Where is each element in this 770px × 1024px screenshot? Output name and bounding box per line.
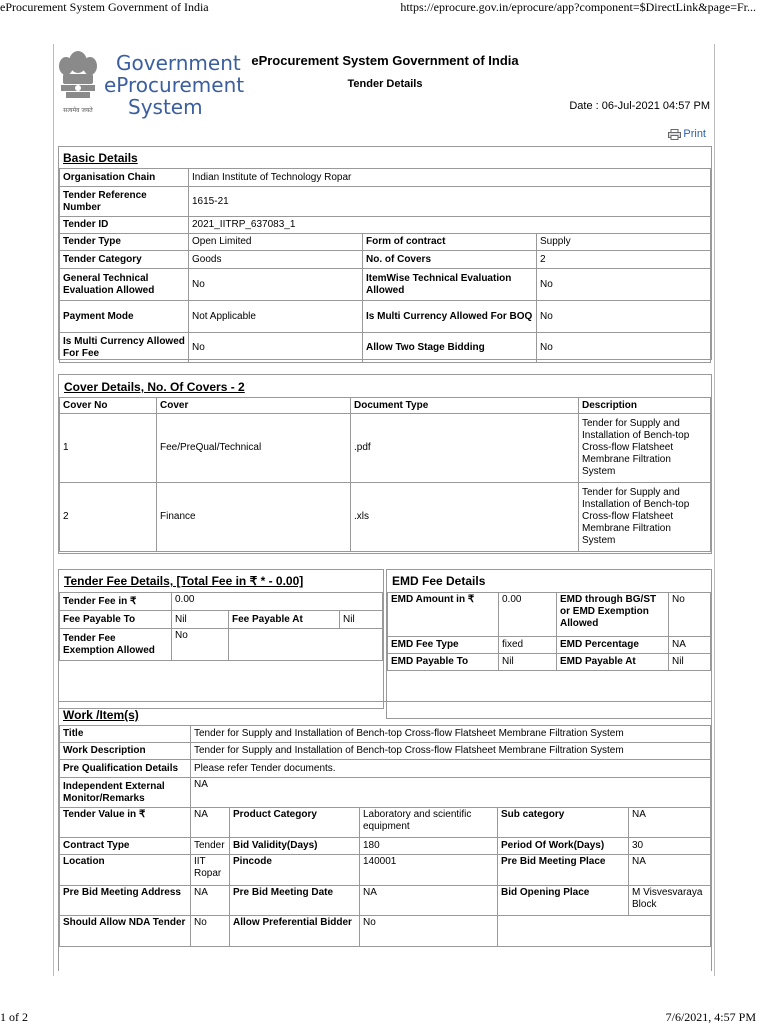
multi-currency-fee-value: No bbox=[189, 333, 363, 363]
column-header: Description bbox=[579, 398, 711, 414]
system-title: eProcurement System Government of India bbox=[251, 53, 519, 68]
cover-details-table bbox=[59, 397, 711, 552]
no-of-covers-value: 2 bbox=[537, 251, 711, 269]
payment-mode-value: Not Applicable bbox=[189, 301, 363, 333]
tender-type-value: Open Limited bbox=[189, 234, 363, 251]
table-row: Tender Fee Exemption Allowed No bbox=[60, 629, 383, 661]
browser-header-url: https://eprocure.gov.in/eprocure/app?component=$DirectLink&page=Fr... bbox=[400, 0, 756, 14]
print-link[interactable] bbox=[668, 128, 706, 140]
table-row: Tender Value in ₹ NA Product Category Laboratory and scientific equipment Sub category NA bbox=[60, 808, 711, 838]
table-row: Is Multi Currency Allowed For Fee No Allow Two Stage Bidding No bbox=[60, 333, 711, 363]
page-title: Tender Details bbox=[347, 78, 423, 90]
nda-value: No bbox=[191, 916, 230, 947]
column-header: Cover No bbox=[60, 398, 157, 414]
sub-category-value: NA bbox=[629, 808, 711, 838]
table-row: EMD Amount in ₹ 0.00 EMD through BG/ST or EMD Exemption Allowed No bbox=[388, 593, 711, 637]
form-of-contract-value: Supply bbox=[537, 234, 711, 251]
fee-payable-at-value: Nil bbox=[340, 611, 383, 629]
table-row: Location IIT Ropar Pincode 140001 Pre Bid Meeting Place NA bbox=[60, 855, 711, 886]
tender-fee-table bbox=[59, 592, 383, 661]
gte-value: No bbox=[189, 269, 363, 301]
table-row: Title Tender for Supply and Installation of Bench-top Cross-flow Flatsheet Membrane Filtration System bbox=[60, 726, 711, 743]
emd-fee-table bbox=[387, 592, 711, 671]
table-row: Tender Fee in ₹ 0.00 bbox=[60, 593, 383, 611]
prequalification-value: Please refer Tender documents. bbox=[191, 760, 711, 778]
table-row: Work Description Tender for Supply and Installation of Bench-top Cross-flow Flatsheet Membrane Filtration System bbox=[60, 743, 711, 760]
logo-line-1: Government bbox=[116, 51, 241, 75]
tender-id-value: 2021_IITRP_637083_1 bbox=[189, 217, 711, 234]
bid-validity-value: 180 bbox=[360, 838, 498, 855]
table-row: 2 Finance .xls Tender for Supply and Installation of Bench-top Cross-flow Flatsheet Membrane Filtration System bbox=[60, 483, 711, 552]
fee-payable-to-value: Nil bbox=[172, 611, 229, 629]
location-value: IIT Ropar bbox=[191, 855, 230, 886]
browser-footer-page: 1 of 2 bbox=[0, 1010, 28, 1024]
basic-details-table bbox=[59, 168, 711, 363]
column-header: Document Type bbox=[351, 398, 579, 414]
emd-payable-at-value: Nil bbox=[669, 654, 711, 671]
period-of-work-value: 30 bbox=[629, 838, 711, 855]
table-row: Tender Category Goods No. of Covers 2 bbox=[60, 251, 711, 269]
table-row: Contract Type Tender Bid Validity(Days) 180 Period Of Work(Days) 30 bbox=[60, 838, 711, 855]
emd-amount-value: 0.00 bbox=[499, 593, 557, 637]
table-row: Pre Qualification Details Please refer Tender documents. bbox=[60, 760, 711, 778]
table-row: Payment Mode Not Applicable Is Multi Currency Allowed For BOQ No bbox=[60, 301, 711, 333]
monitor-value: NA bbox=[191, 778, 711, 808]
emd-percentage-value: NA bbox=[669, 637, 711, 654]
prebid-date-value: NA bbox=[360, 886, 498, 916]
logo-line-2: eProcurement bbox=[104, 73, 245, 97]
table-row: Tender Reference Number 1615-21 bbox=[60, 187, 711, 217]
tender-fee-value: 0.00 bbox=[172, 593, 383, 611]
emblem-motto: सत्यमेव जयते bbox=[63, 107, 93, 114]
tender-fee-title: Tender Fee Details, [Total Fee in ₹ * - 0.00] bbox=[64, 574, 304, 588]
printer-icon bbox=[668, 129, 681, 140]
browser-footer-timestamp: 7/6/2021, 4:57 PM bbox=[665, 1010, 756, 1024]
table-row: Fee Payable To Nil Fee Payable At Nil bbox=[60, 611, 383, 629]
logo-line-3: System bbox=[128, 95, 203, 119]
table-row: Tender ID 2021_IITRP_637083_1 bbox=[60, 217, 711, 234]
table-row: Should Allow NDA Tender No Allow Preferential Bidder No bbox=[60, 916, 711, 947]
multi-currency-boq-value: No bbox=[537, 301, 711, 333]
contract-type-value: Tender bbox=[191, 838, 230, 855]
emd-payable-to-value: Nil bbox=[499, 654, 557, 671]
pincode-value: 140001 bbox=[360, 855, 498, 886]
tender-value-value: NA bbox=[191, 808, 230, 838]
work-items-table bbox=[59, 725, 711, 947]
itemwise-value: No bbox=[537, 269, 711, 301]
basic-details-title: Basic Details bbox=[63, 151, 138, 165]
prebid-address-value: NA bbox=[191, 886, 230, 916]
two-stage-value: No bbox=[537, 333, 711, 363]
tender-category-value: Goods bbox=[189, 251, 363, 269]
fee-exemption-value: No bbox=[172, 629, 229, 661]
org-chain-value: Indian Institute of Technology Ropar bbox=[189, 169, 711, 187]
work-items-title: Work /Item(s) bbox=[63, 708, 139, 722]
report-date: Date : 06-Jul-2021 04:57 PM bbox=[569, 100, 710, 112]
print-label[interactable]: Print bbox=[683, 128, 706, 140]
prebid-place-value: NA bbox=[629, 855, 711, 886]
document-page bbox=[53, 44, 715, 976]
table-row: General Technical Evaluation Allowed No ItemWise Technical Evaluation Allowed No bbox=[60, 269, 711, 301]
table-row: Tender Type Open Limited Form of contract Supply bbox=[60, 234, 711, 251]
column-header: Cover bbox=[157, 398, 351, 414]
preferential-bidder-value: No bbox=[360, 916, 498, 947]
table-row: EMD Fee Type fixed EMD Percentage NA bbox=[388, 637, 711, 654]
table-row: 1 Fee/PreQual/Technical .pdf Tender for Supply and Installation of Bench-top Cross-flow Flatsheet Membrane Filtration System bbox=[60, 414, 711, 483]
table-header-row bbox=[60, 398, 711, 414]
table-row: EMD Payable To Nil EMD Payable At Nil bbox=[388, 654, 711, 671]
emd-fee-title: EMD Fee Details bbox=[392, 574, 486, 588]
table-row: Organisation Chain Indian Institute of Technology Ropar bbox=[60, 169, 711, 187]
tender-ref-value: 1615-21 bbox=[189, 187, 711, 217]
table-row: Pre Bid Meeting Address NA Pre Bid Meeting Date NA Bid Opening Place M Visvesvaraya Block bbox=[60, 886, 711, 916]
work-title-value: Tender for Supply and Installation of Bench-top Cross-flow Flatsheet Membrane Filtration System bbox=[191, 726, 711, 743]
browser-header-title: eProcurement System Government of India bbox=[0, 0, 209, 14]
emd-bg-value: No bbox=[669, 593, 711, 637]
work-description-value: Tender for Supply and Installation of Bench-top Cross-flow Flatsheet Membrane Filtration System bbox=[191, 743, 711, 760]
bid-opening-place-value: M Visvesvaraya Block bbox=[629, 886, 711, 916]
cover-details-title: Cover Details, No. Of Covers - 2 bbox=[64, 380, 245, 394]
product-category-value: Laboratory and scientific equipment bbox=[360, 808, 498, 838]
emd-fee-type-value: fixed bbox=[499, 637, 557, 654]
table-row: Independent External Monitor/Remarks NA bbox=[60, 778, 711, 808]
